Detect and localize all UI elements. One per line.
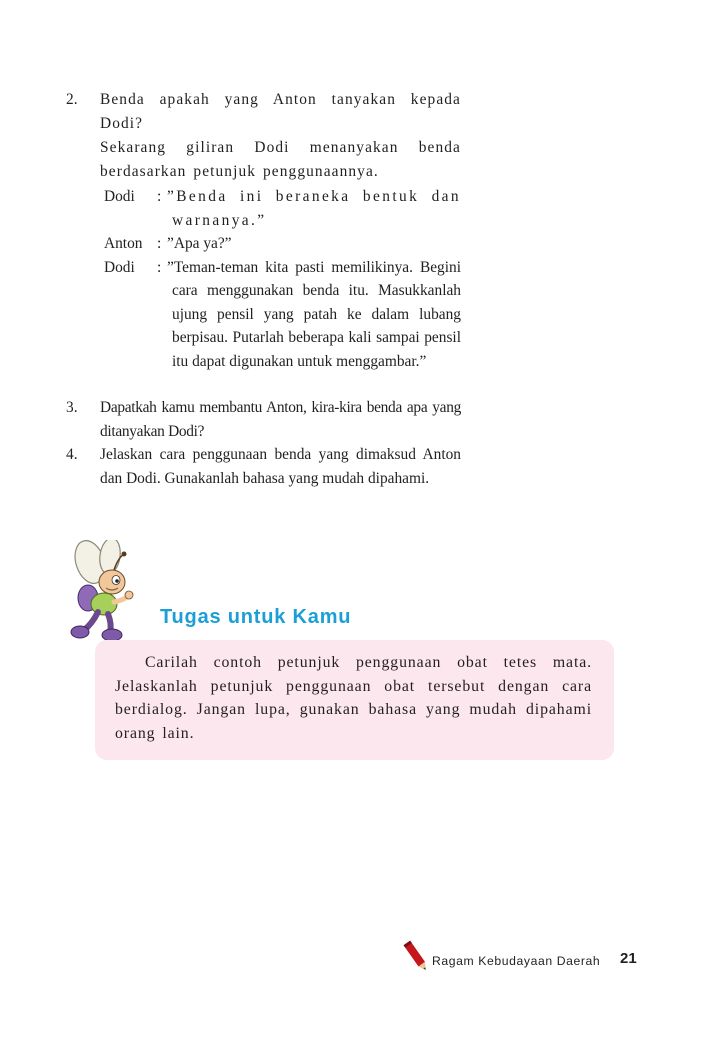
question-text: Dapatkah kamu membantu Anton, kira-kira benda apa yang ditanyakan Dodi? — [100, 399, 461, 440]
dialog-line: Dodi : ”Teman-teman kita pasti memilikinya. Begini cara menggunakan benda itu. Masukkanlah ujung pensil yang patah ke dalam lubang berpisau. Putarlah beberapa kali sampai pensil itu dapat digunakan untuk menggambar.” — [104, 256, 461, 374]
book-title: Ragam Kebudayaan Daerah — [432, 954, 601, 968]
page-number: 21 — [620, 950, 637, 967]
speaker-name: Dodi — [104, 258, 135, 276]
task-box — [95, 640, 614, 760]
speaker-name: Anton — [104, 235, 143, 252]
task-text: Carilah contoh petunjuk penggunaan obat tetes mata. Jelaskanlah petunjuk penggunaan obat tersebut dengan cara berdialog. Jangan lupa, gunakan bahasa yang mudah dipahami orang lain. — [115, 654, 592, 742]
bee-mascot-illustration — [62, 540, 154, 642]
dialog-intro: Sekarang giliran Dodi menanyakan benda berdasarkan petunjuk penggunaannya. — [100, 139, 461, 180]
question-2 — [66, 88, 461, 183]
question-3 — [66, 396, 461, 443]
dialog-text: ”Benda ini beraneka bentuk dan warnanya.” — [167, 188, 461, 229]
question-text: Benda apakah yang Anton tanyakan kepada Dodi? — [100, 91, 461, 132]
pencil-icon — [402, 938, 430, 974]
speaker-name: Dodi — [104, 188, 135, 205]
dialog-text: ”Apa ya?” — [167, 235, 232, 252]
dialog-line: Dodi : ”Benda ini beraneka bentuk dan warnanya.” — [104, 185, 461, 232]
dialog-line: Anton : ”Apa ya?” — [104, 232, 461, 256]
dialog-text: ”Teman-teman kita pasti memilikinya. Begini cara menggunakan benda itu. Masukkanlah ujung pensil yang patah ke dalam lubang berpisau. Putarlah beberapa kali sampai pensil itu dapat digunakan untuk menggambar.” — [167, 258, 461, 370]
task-title: Tugas untuk Kamu — [160, 606, 352, 628]
question-number: 3. — [66, 399, 78, 416]
question-number: 4. — [66, 446, 78, 463]
question-4 — [66, 443, 461, 490]
question-number: 2. — [66, 91, 78, 108]
question-text: Jelaskan cara penggunaan benda yang dimaksud Anton dan Dodi. Gunakanlah bahasa yang mudah dipahami. — [100, 446, 461, 487]
dialog — [104, 185, 461, 373]
